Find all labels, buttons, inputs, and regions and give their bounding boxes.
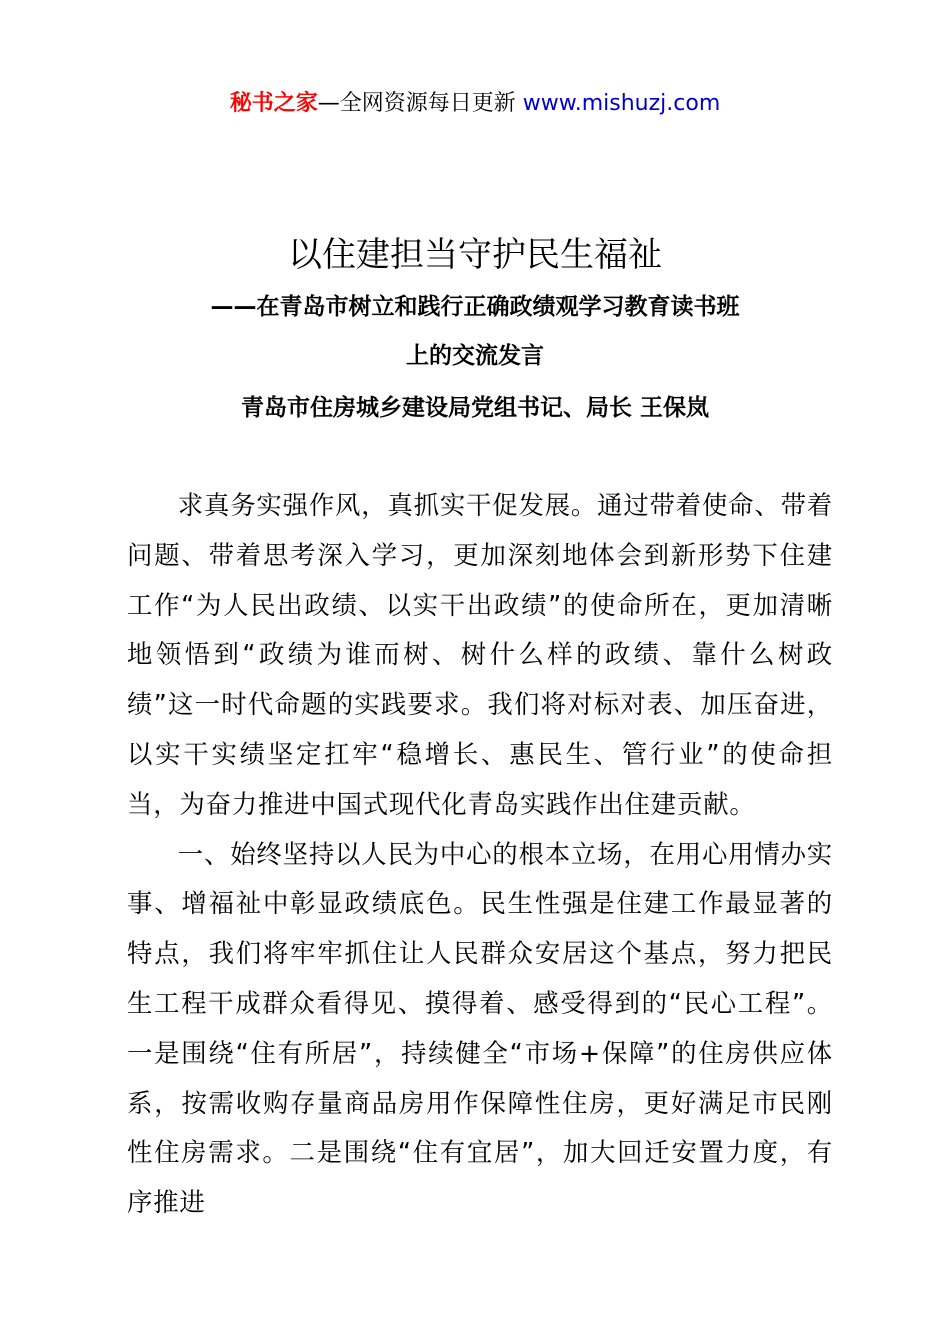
document-subtitle-line2: 上的交流发言: [406, 343, 544, 369]
document-body: [127, 481, 833, 1228]
brand-name: 秘书之家: [229, 91, 318, 116]
site-url-link[interactable]: www.mishuzj.com: [522, 91, 721, 116]
document-title: 以住建担当守护民生福祉: [288, 235, 662, 275]
document-author: 青岛市住房城乡建设局党组书记、局长 王保岚: [240, 395, 709, 421]
body-paragraph: 一、始终坚持以人民为中心的根本立场，在用心用情办实事、增福祉中彰显政绩底色。民生性强是住建工作最显著的特点，我们将牢牢抓住让人民群众安居这个基点，努力把民生工程干成群众看得见、摸得着、感受得到的“民心工程”。一是围绕“住有所居”，持续健全“市场+保障”的住房供应体系，按需收购存量商品房用作保障性住房，更好满足市民刚性住房需求。二是围绕“住有宜居”，加大回迁安置力度，有序推进: [127, 838, 833, 1218]
header-slogan: —全网资源每日更新: [317, 91, 523, 116]
body-paragraph: 求真务实强作风，真抓实干促发展。通过带着使命、带着问题、带着思考深入学习，更加深刻地体会到新形势下住建工作“为人民出政绩、以实干出政绩”的使命所在，更加清晰地领悟到“政绩为谁而树、树什么样的政绩、靠什么树政绩”这一时代命题的实践要求。我们将对标对表、加压奋进，以实干实绩坚定扛牢“稳增长、惠民生、管行业”的使命担当，为奋力推进中国式现代化青岛实践作出住建贡献。: [127, 490, 833, 819]
site-header: [0, 88, 950, 120]
document-subtitle-line1: ——在青岛市树立和践行正确政绩观学习教育读书班: [210, 294, 740, 320]
